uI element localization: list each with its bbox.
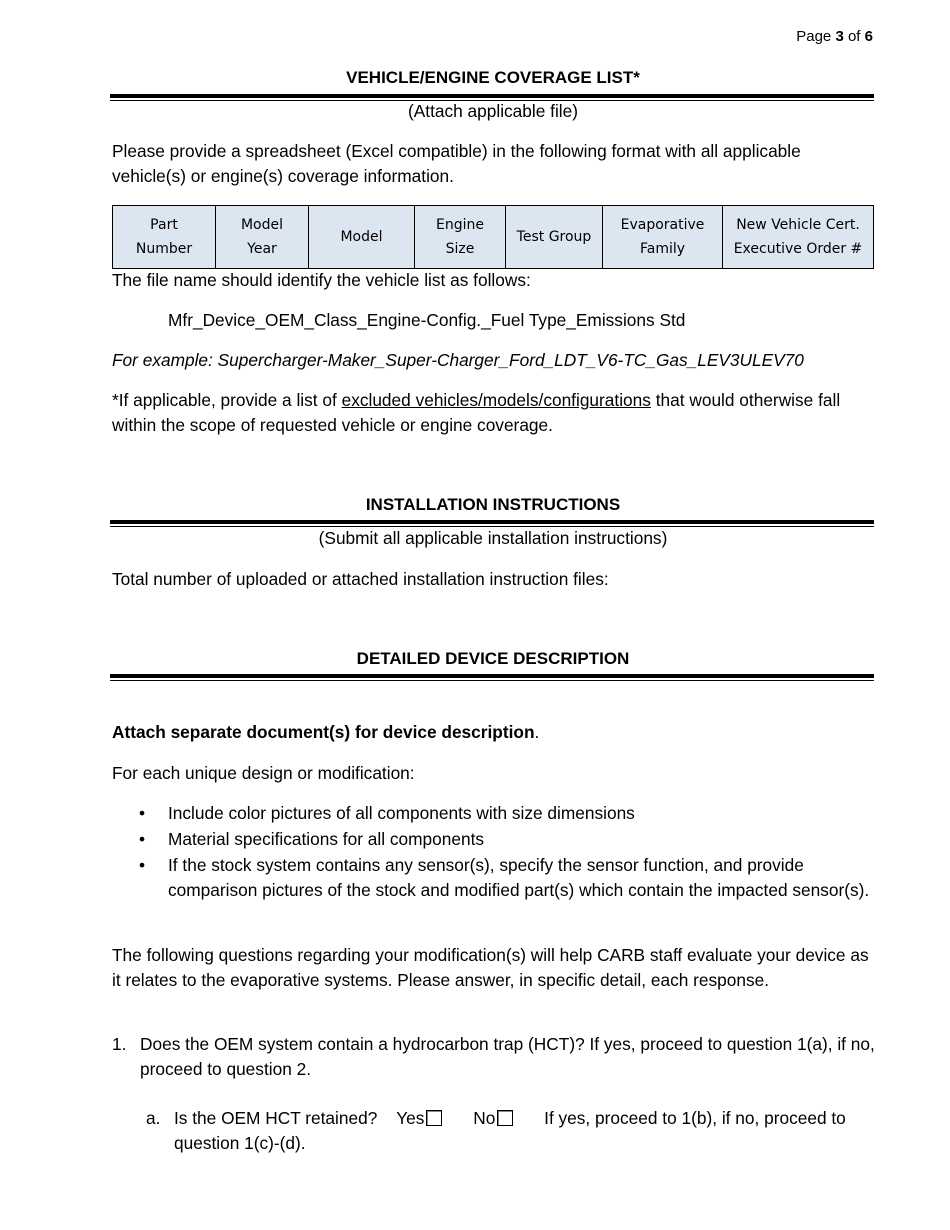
question-1a: a. Is the OEM HCT retained? Yes No If yes, proceed to 1(b), if no, proceed to question 1(c)-(d). bbox=[146, 1108, 846, 1153]
for-each-label: For each unique design or modification: bbox=[112, 763, 415, 783]
component-requirements-list bbox=[112, 801, 877, 904]
table-header-cell: Test Group bbox=[506, 206, 603, 269]
file-name-format: Mfr_Device_OEM_Class_Engine-Config._Fuel Type_Emissions Std bbox=[168, 310, 686, 330]
table-header-cell: Evaporative Family bbox=[603, 206, 723, 269]
heading-rule bbox=[110, 520, 874, 524]
description-heading: DETAILED DEVICE DESCRIPTION bbox=[356, 649, 630, 668]
heading-rule bbox=[110, 674, 874, 678]
questions-intro: The following questions regarding your modification(s) will help CARB staff evaluate your device as it relates to the evaporative systems. Please answer, in specific detail, each response. bbox=[112, 945, 869, 990]
table-header-row bbox=[113, 206, 874, 269]
coverage-heading: VEHICLE/ENGINE COVERAGE LIST* bbox=[346, 68, 640, 87]
list-item: • Material specifications for all components bbox=[139, 829, 485, 849]
excluded-note: *If applicable, provide a list of excluded vehicles/models/configurations that would otherwise fall within the scope of requested vehicle or engine coverage. bbox=[112, 390, 841, 435]
file-name-example: For example: Supercharger-Maker_Super-Charger_Ford_LDT_V6-TC_Gas_LEV3ULEV70 bbox=[112, 350, 804, 370]
question-1: 1. Does the OEM system contain a hydrocarbon trap (HCT)? If yes, proceed to question 1(a), if no, proceed to question 2. bbox=[112, 1034, 875, 1079]
table-header-cell: New Vehicle Cert. Executive Order # bbox=[723, 206, 874, 269]
attach-instruction: Attach separate document(s) for device description. bbox=[112, 722, 540, 742]
excluded-vehicles-text: excluded vehicles/models/configurations bbox=[341, 390, 651, 410]
file-name-intro: The file name should identify the vehicle list as follows: bbox=[112, 270, 531, 290]
coverage-intro: Please provide a spreadsheet (Excel compatible) in the following format with all applicable vehicle(s) or engine(s) coverage information. bbox=[112, 141, 801, 186]
table-header-cell: Part Number bbox=[113, 206, 216, 269]
list-item: • If the stock system contains any sensor(s), specify the sensor function, and provide comparison pictures of the stock and modified part(s) which contain the impacted sensor(s). bbox=[139, 855, 870, 900]
installation-files-prompt: Total number of uploaded or attached installation instruction files: bbox=[112, 569, 609, 589]
no-checkbox[interactable] bbox=[497, 1110, 513, 1126]
table-header-cell: Model Year bbox=[216, 206, 309, 269]
page-number: Page 3 of 6 bbox=[796, 28, 873, 45]
installation-heading: INSTALLATION INSTRUCTIONS bbox=[365, 495, 621, 514]
heading-rule bbox=[110, 94, 874, 98]
coverage-subtitle: (Attach applicable file) bbox=[407, 101, 579, 121]
table-header-cell: Model bbox=[309, 206, 415, 269]
yes-checkbox[interactable] bbox=[426, 1110, 442, 1126]
installation-subtitle: (Submit all applicable installation instructions) bbox=[318, 528, 668, 548]
list-item: • Include color pictures of all components with size dimensions bbox=[139, 803, 635, 823]
coverage-format-table bbox=[112, 205, 874, 269]
table-header-cell: Engine Size bbox=[415, 206, 506, 269]
